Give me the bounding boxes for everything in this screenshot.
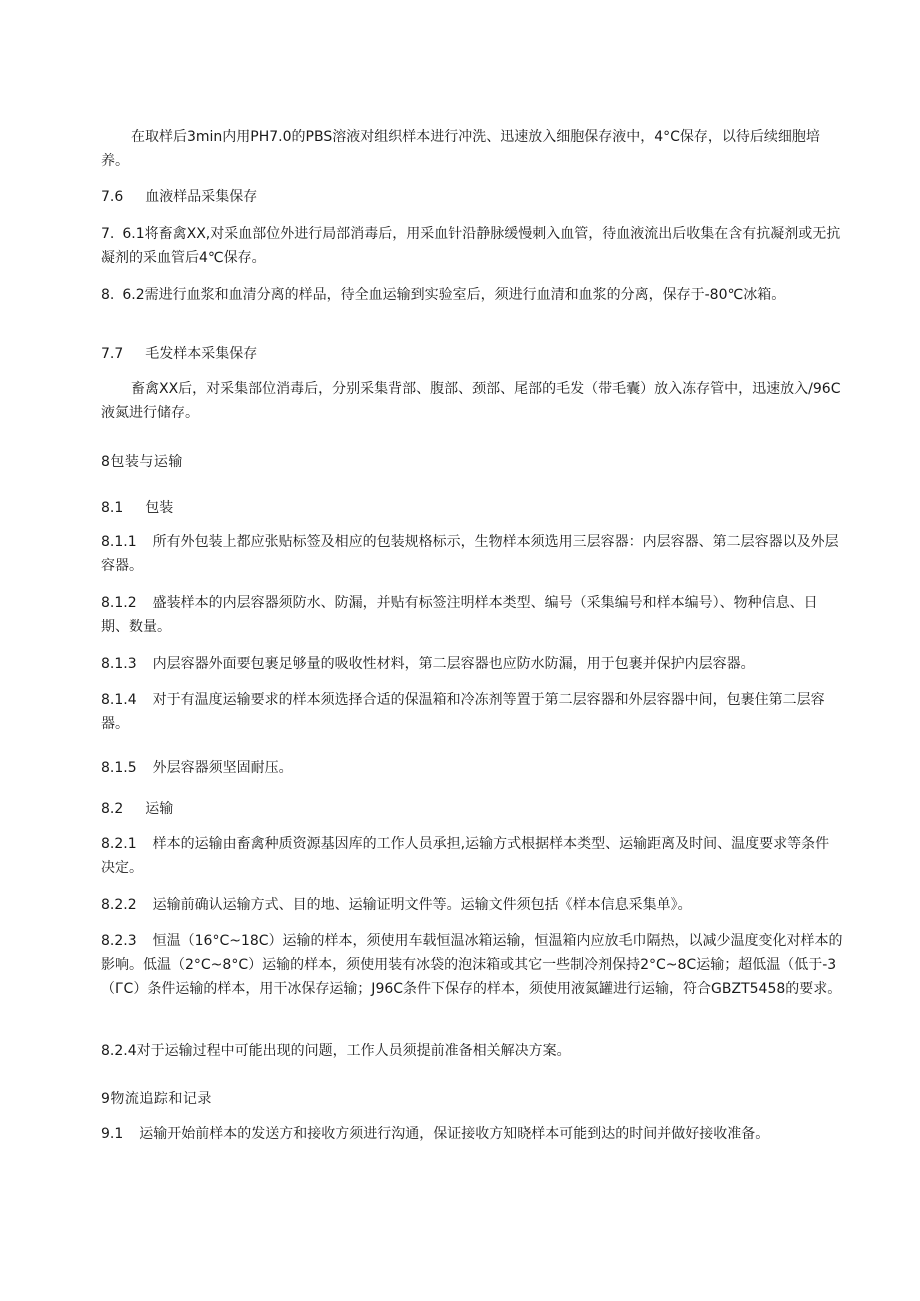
paragraph-number: 8.1.1 [101, 534, 137, 550]
paragraph-number: 8.1.5 [101, 760, 137, 776]
section-title: 8包装与运输 [101, 454, 183, 470]
section-heading-8 [101, 450, 843, 474]
section-heading-7-6 [101, 185, 843, 209]
paragraph-text: 盛装样本的内层容器须防水、防漏，并贴有标签注明样本类型、编号（采集编号和样本编号）、物种信息、日期、数量。 [101, 595, 818, 635]
section-number: 8.1 [101, 500, 124, 516]
paragraph-text: 内层容器外面要包裹足够量的吸收性材料，第二层容器也应防水防漏，用于包裹并保护内层容器。 [152, 656, 755, 672]
paragraph-8-2-4 [101, 1039, 843, 1063]
paragraph-text: 在取样后3min内用PH7.0的PBS溶液对组织样本进行冲洗、迅速放入细胞保存液中，4°C保存，以待后续细胞培养。 [101, 129, 820, 169]
paragraph-text: 恒温（16°C~18C）运输的样本，须使用车载恒温冰箱运输，恒温箱内应放毛巾隔热，以减少温度变化对样本的影响。低温（2°C~8°C）运输的样本，须使用装有冰袋的泡沫箱或其它一些制冷剂保持2°C~8C运输；超低温（低于-3（ГС）条件运输的样本，用干冰保存运输；J96C条件下保存的样本，须使用液氮罐进行运输，符合GBZT5458的要求。 [101, 933, 843, 997]
paragraph-8-1-2 [101, 591, 843, 639]
section-heading-8-2 [101, 797, 843, 821]
paragraph-8-2-3 [101, 929, 843, 1001]
paragraph-text: 畜禽XX后，对采集部位消毒后，分别采集背部、腹部、颈部、尾部的毛发（带毛囊）放入冻存管中，迅速放入/96C液氮进行储存。 [101, 381, 841, 421]
section-number: 8.2 [101, 801, 124, 817]
paragraph-number: 8.2.2 [101, 897, 137, 913]
section-title: 运输 [145, 801, 174, 817]
paragraph-text: 样本的运输由畜禽种质资源基因库的工作人员承担,运输方式根据样本类型、运输距离及时间、温度要求等条件决定。 [101, 836, 830, 876]
paragraph-number: 8.1.3 [101, 656, 137, 672]
paragraph-number: 8.2.3 [101, 933, 137, 949]
paragraph-text: 对于有温度运输要求的样本须选择合适的保温箱和冷冻剂等置于第二层容器和外层容器中间，包裹住第二层容器。 [101, 692, 825, 732]
paragraph-8-1-4 [101, 688, 843, 736]
section-heading-8-1 [101, 496, 843, 520]
paragraph-8-2-2 [101, 893, 843, 917]
paragraph-text: 所有外包装上都应张贴标签及相应的包装规格标示，生物样本须选用三层容器：内层容器、第二层容器以及外层容器。 [101, 534, 839, 574]
paragraph-8-2-1 [101, 832, 843, 880]
paragraph-text: 8.2.4对于运输过程中可能出现的问题，工作人员须提前准备相关解决方案。 [101, 1043, 571, 1059]
paragraph-number: 9.1 [101, 1126, 124, 1142]
paragraph-7-6-1 [101, 222, 843, 270]
paragraph-text: 外层容器须坚固耐压。 [152, 760, 293, 776]
paragraph-number: 8. [101, 287, 115, 303]
paragraph-number: 7. [101, 226, 115, 242]
paragraph-8-1-1 [101, 530, 843, 578]
section-title: 9物流追踪和记录 [101, 1091, 212, 1107]
paragraph-text: 6.1将畜禽XX,对采血部位外进行局部消毒后，用采血针沿静脉缓慢刺入血管，待血液流出后收集在含有抗凝剂或无抗凝剂的采血管后4℃保存。 [101, 226, 841, 266]
paragraph-8-1-3 [101, 652, 843, 676]
section-number: 7.6 [101, 189, 124, 205]
paragraph-number: 8.1.2 [101, 595, 137, 611]
section-title: 血液样品采集保存 [145, 189, 258, 205]
paragraph-hair-collection [101, 377, 843, 425]
paragraph-number: 8.2.1 [101, 836, 137, 852]
section-title: 毛发样本采集保存 [145, 346, 258, 362]
paragraph-text: 运输前确认运输方式、目的地、运输证明文件等。运输文件须包括《样本信息采集单》。 [152, 897, 692, 913]
paragraph-text: 运输开始前样本的发送方和接收方须进行沟通，保证接收方知晓样本可能到达的时间并做好接收准备。 [139, 1126, 770, 1142]
section-number: 7.7 [101, 346, 124, 362]
paragraph-number: 8.1.4 [101, 692, 137, 708]
paragraph-9-1 [101, 1122, 843, 1146]
paragraph-7-6-2 [101, 283, 843, 307]
paragraph-8-1-5 [101, 756, 843, 780]
section-title: 包装 [145, 500, 174, 516]
paragraph-text: 6.2需进行血浆和血清分离的样品，待全血运输到实验室后，须进行血清和血浆的分离，保存于-80℃冰箱。 [122, 287, 786, 303]
section-heading-7-7 [101, 342, 843, 366]
paragraph-tissue-rinse [101, 125, 843, 173]
section-heading-9 [101, 1087, 843, 1111]
